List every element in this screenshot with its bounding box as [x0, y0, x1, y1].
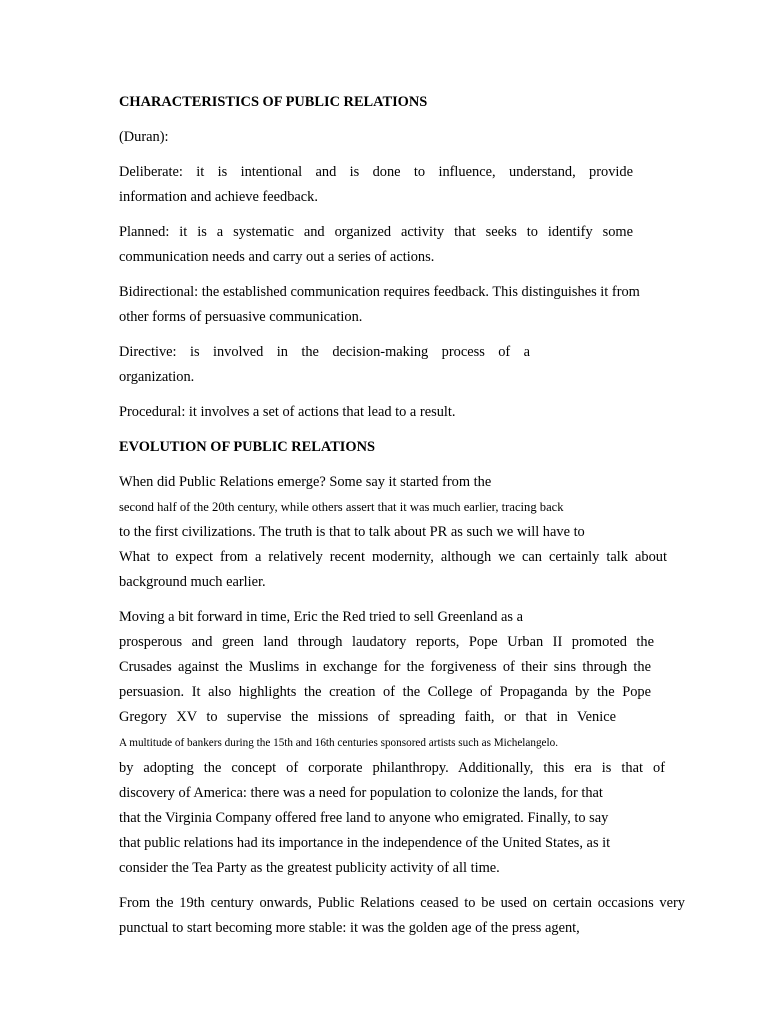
paragraph-evolution-1-line-1: When did Public Relations emerge? Some say it started from the: [119, 474, 492, 490]
paragraph-evolution-2-line-9: that the Virginia Company offered free land to anyone who emigrated. Finally, to say: [119, 810, 609, 826]
paragraph-evolution-2-line-11: consider the Tea Party as the greatest publicity activity of all time.: [119, 860, 500, 876]
paragraph-procedural-line-1: Procedural: it involves a set of actions that lead to a result.: [119, 404, 456, 420]
paragraph-evolution-1-line-2: second half of the 20th century, while others assert that it was much earlier, tracing back: [119, 500, 564, 514]
paragraph-evolution-2-line-5: Gregory XV to supervise the missions of spreading faith, or that in Venice: [119, 709, 616, 725]
paragraph-deliberate-line-2: information and achieve feedback.: [119, 189, 318, 205]
paragraph-evolution-2-line-6: A multitude of bankers during the 15th and 16th centuries sponsored artists such as Michelangelo.: [119, 737, 559, 749]
paragraph-directive-line-2: organization.: [119, 369, 195, 385]
paragraph-evolution-3-line-2: punctual to start becoming more stable: it was the golden age of the press agent,: [119, 920, 580, 936]
paragraph-evolution-1-line-5: background much earlier.: [119, 574, 266, 590]
paragraph-evolution-2-line-8: discovery of America: there was a need for population to colonize the lands, for that: [119, 785, 603, 801]
source-citation: (Duran):: [119, 129, 169, 145]
paragraph-evolution-2-line-7: by adopting the concept of corporate philanthropy. Additionally, this era is that of: [119, 760, 665, 776]
paragraph-bidirectional-line-2: other forms of persuasive communication.: [119, 309, 363, 325]
paragraph-bidirectional-line-1: Bidirectional: the established communication requires feedback. This distinguishes it from: [119, 284, 640, 300]
heading-evolution: EVOLUTION OF PUBLIC RELATIONS: [119, 439, 375, 455]
paragraph-planned-line-2: communication needs and carry out a series of actions.: [119, 249, 435, 265]
paragraph-evolution-1-line-3: to the first civilizations. The truth is that to talk about PR as such we will have to: [119, 524, 585, 540]
paragraph-evolution-2-line-3: Crusades against the Muslims in exchange for the forgiveness of their sins through the: [119, 659, 651, 675]
paragraph-evolution-2-line-1: Moving a bit forward in time, Eric the Red tried to sell Greenland as a: [119, 609, 524, 625]
paragraph-deliberate-line-1: Deliberate: it is intentional and is done to influence, understand, provide: [119, 164, 633, 180]
paragraph-planned-line-1: Planned: it is a systematic and organized activity that seeks to identify some: [119, 224, 633, 240]
paragraph-evolution-2-line-2: prosperous and green land through laudatory reports, Pope Urban II promoted the: [119, 634, 654, 650]
paragraph-evolution-3-line-1: From the 19th century onwards, Public Relations ceased to be used on certain occasions very: [119, 895, 685, 911]
paragraph-evolution-2-line-4: persuasion. It also highlights the creation of the College of Propaganda by the Pope: [119, 684, 651, 700]
paragraph-directive-line-1: Directive: is involved in the decision-making process of a: [119, 344, 530, 360]
heading-characteristics: CHARACTERISTICS OF PUBLIC RELATIONS: [119, 94, 428, 110]
paragraph-evolution-1-line-4: What to expect from a relatively recent modernity, although we can certainly talk about: [119, 549, 667, 565]
paragraph-evolution-2-line-10: that public relations had its importance in the independence of the United States, as it: [119, 835, 611, 851]
